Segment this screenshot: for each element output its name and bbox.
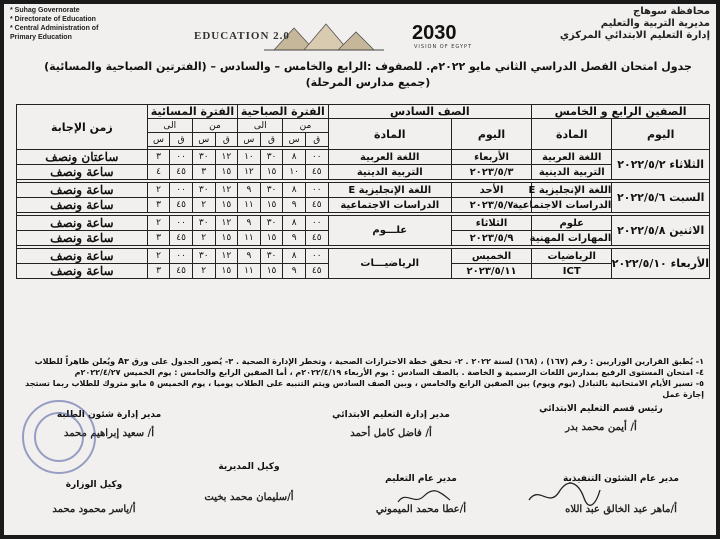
answer-time: ساعة ونصف <box>17 165 148 180</box>
g6-subject: علـــوم <box>328 216 451 246</box>
header-to: الى <box>238 119 283 133</box>
exam-schedule-document <box>4 4 716 535</box>
morning-from-min: ٤٥ <box>305 165 328 180</box>
evening-to-min: ٤٥ <box>170 264 193 279</box>
signature-title: مدير عام التعليم <box>385 474 457 484</box>
morning-to-hour: ١١ <box>238 264 261 279</box>
evening-to-min: ٠٠ <box>170 183 193 198</box>
evening-to-hour: ٣ <box>147 264 170 279</box>
answer-time: ساعة ونصف <box>17 216 148 231</box>
header-min: ق <box>305 133 328 147</box>
header-min: ق <box>215 133 238 147</box>
signature-title: وكيل الوزارة <box>65 480 123 490</box>
header-right-block <box>530 6 710 42</box>
g6-subject: الدراسات الاجتماعية <box>328 198 451 213</box>
morning-from-min: ٤٥ <box>305 198 328 213</box>
evening-from-min: ١٥ <box>215 264 238 279</box>
evening-to-hour: ٣ <box>147 150 170 165</box>
header-min: ق <box>170 133 193 147</box>
morning-to-hour: ٩ <box>238 183 261 198</box>
header-left-line: * Central Administration of <box>10 25 99 32</box>
evening-to-min: ٠٠ <box>170 216 193 231</box>
morning-from-min: ٤٥ <box>305 264 328 279</box>
morning-to-min: ٣٠ <box>260 150 283 165</box>
notes-block <box>14 356 704 400</box>
morning-to-min: ١٥ <box>260 198 283 213</box>
morning-to-min: ١٥ <box>260 264 283 279</box>
g45-subject: ICT <box>532 264 612 279</box>
document-subtitle: (جميع مدارس المرحلة) <box>305 76 431 89</box>
evening-from-hour: ٣٠ <box>192 249 215 264</box>
header-grade-6: الصف السادس <box>328 105 532 119</box>
morning-to-hour: ١١ <box>238 231 261 246</box>
header-from: من <box>192 119 237 133</box>
g6-date: ٢٠٢٣/٥/٧ <box>451 198 531 213</box>
g6-subject: اللغة الإنجليزية E <box>328 183 451 198</box>
g45-day: الأربعاء ٢٠٢٢/٥/١٠ <box>612 249 710 279</box>
signature-title: مدير إدارة شئون الطلبة <box>56 410 162 420</box>
handwritten-signature <box>394 488 454 508</box>
evening-to-hour: ٣ <box>147 231 170 246</box>
morning-to-hour: ١٠ <box>238 150 261 165</box>
education-logo-text: EDUCATION 2.0 <box>194 30 290 42</box>
evening-from-min: ١٥ <box>215 165 238 180</box>
morning-to-hour: ١١ <box>238 198 261 213</box>
evening-to-min: ٤٥ <box>170 198 193 213</box>
morning-to-min: ٣٠ <box>260 216 283 231</box>
header-subject-g6: المادة <box>328 119 451 150</box>
g6-day: الأحد <box>451 183 531 198</box>
morning-to-min: ١٥ <box>260 231 283 246</box>
document-title: جدول امتحان الفصل الدراسي الثاني مايو ٢٠٢٢م. للصفوف :الرابع والخامس – والسادس – (الفترتين الصباحية والمسائية) <box>44 60 692 73</box>
header-left-line: * Directorate of Education <box>10 16 96 23</box>
header-hour: س <box>147 133 170 147</box>
morning-from-hour: ١٠ <box>283 165 306 180</box>
signature-title: وكيل المديرية <box>218 462 280 472</box>
morning-from-min: ٠٠ <box>305 183 328 198</box>
answer-time: ساعتان ونصف <box>17 150 148 165</box>
morning-to-hour: ٩ <box>238 249 261 264</box>
evening-to-hour: ٢ <box>147 216 170 231</box>
signature-2 <box>316 410 466 439</box>
header-left-line: * Suhag Governorate <box>10 7 80 14</box>
signature-name: أ/ياسر محمود محمد <box>52 504 136 515</box>
evening-to-hour: ٣ <box>147 198 170 213</box>
header-hour: س <box>192 133 215 147</box>
morning-from-min: ٠٠ <box>305 150 328 165</box>
morning-from-min: ٠٠ <box>305 249 328 264</box>
header-hour: س <box>238 133 261 147</box>
g6-date: ٢٠٢٣/٥/٣ <box>451 165 531 180</box>
morning-to-min: ٣٠ <box>260 183 283 198</box>
header-day: اليوم <box>612 119 710 150</box>
handwritten-signature <box>524 480 604 510</box>
signature-name: أ/ فاضل كامل أحمد <box>350 428 432 439</box>
evening-from-min: ١٢ <box>215 150 238 165</box>
signature-title: مدير عام الشئون التنفيذية <box>563 474 679 484</box>
signature-title: مدير إدارة التعليم الابتدائي <box>332 410 450 420</box>
evening-to-min: ٠٠ <box>170 249 193 264</box>
g6-subject: التربية الدينية <box>328 165 451 180</box>
evening-from-hour: ٢ <box>192 264 215 279</box>
g45-subject: اللغة العربية <box>532 150 612 165</box>
evening-from-min: ١٥ <box>215 231 238 246</box>
note-line: ١- يُطبق القرارين الوزاريين : رقم (١٦٧) ، (١٦٨) لسنة ٢٠٢٢ . ٢- تحقق خطة الاحترازات الصحية ، وتخطر الإدارة الصحية . ٣- يُصور الجدول على ورق A٣ ويُعلن ظاهراً للطلاب <box>34 357 704 366</box>
evening-from-hour: ٢ <box>192 198 215 213</box>
header-right-line: إدارة التعليم الابتدائي المركزي <box>559 30 710 41</box>
morning-from-hour: ٨ <box>283 150 306 165</box>
header-evening: الفترة المسائية <box>147 105 237 119</box>
morning-to-min: ١٥ <box>260 165 283 180</box>
signature-1 <box>526 404 676 433</box>
morning-from-hour: ٩ <box>283 198 306 213</box>
g45-subject: اللغة الإنجليزية E <box>528 184 612 196</box>
exam-table <box>16 104 710 279</box>
header-day-g6: اليوم <box>451 119 531 150</box>
evening-from-hour: ٣٠ <box>192 183 215 198</box>
evening-to-hour: ٢ <box>147 183 170 198</box>
header-grades-4-5: الصفين الرابع و الخامس <box>532 105 710 119</box>
g45-day: الثلاثاء ٢٠٢٢/٥/٢ <box>612 150 710 180</box>
header-min: ق <box>260 133 283 147</box>
note-line: ٤- امتحان المستوى الرفيع بمدارس اللغات الرسمية و الخاصة . بالصف السادس : يوم الأربعاء ٢٠٢٢/٤/١٩م ، أما الصفين الرابع والخامس : يوم الخميس ٢٠٢٢/٤/٢٧م <box>74 368 704 377</box>
g45-subject: علوم <box>532 216 612 231</box>
header-to: الى <box>147 119 192 133</box>
evening-from-min: ١٢ <box>215 249 238 264</box>
header-answer-time: زمن الإجابة <box>17 105 148 150</box>
answer-time: ساعة ونصف <box>17 249 148 264</box>
morning-to-hour: ٩ <box>238 216 261 231</box>
g6-subject: الرياضيـــات <box>328 249 451 279</box>
g6-day: الأربعاء <box>451 150 531 165</box>
signature-name: أ/ماهر عبد الخالق عبد اللاه <box>565 504 677 515</box>
g6-date: ٢٠٢٣/٥/٩ <box>451 231 531 246</box>
g6-day: الخميس <box>451 249 531 264</box>
morning-to-hour: ١٢ <box>238 165 261 180</box>
answer-time: ساعة ونصف <box>17 264 148 279</box>
g45-subject: المهارات المهنية <box>529 232 612 244</box>
evening-from-hour: ٢ <box>192 231 215 246</box>
evening-from-min: ١٢ <box>215 216 238 231</box>
g45-day: السبت ٢٠٢٢/٥/٦ <box>612 183 710 213</box>
morning-from-min: ٤٥ <box>305 231 328 246</box>
evening-to-min: ٤٥ <box>170 231 193 246</box>
g45-day: الاثنين ٢٠٢٢/٥/٨ <box>612 216 710 246</box>
evening-from-min: ١٥ <box>215 198 238 213</box>
g6-date: ٢٠٢٣/٥/١١ <box>451 264 531 279</box>
morning-from-min: ٠٠ <box>305 216 328 231</box>
morning-from-hour: ٨ <box>283 216 306 231</box>
g6-subject: اللغة العربية <box>328 150 451 165</box>
header-hour: س <box>283 133 306 147</box>
evening-to-hour: ٤ <box>147 165 170 180</box>
morning-from-hour: ٨ <box>283 249 306 264</box>
header-morning: الفترة الصباحية <box>238 105 328 119</box>
morning-from-hour: ٨ <box>283 183 306 198</box>
vision-text: VISION OF EGYPT <box>414 44 473 50</box>
header-subject: المادة <box>532 119 612 150</box>
evening-to-hour: ٢ <box>147 249 170 264</box>
g45-subject: الرياضيات <box>532 249 612 264</box>
header-left-block <box>10 6 98 42</box>
evening-from-hour: ٣٠ <box>192 150 215 165</box>
note-line: ٥- تسير الأيام الامتحانية بالتبادل (يوم ويوم) بين الصفين الرابع والخامس ، وبين الصف السادس ويتم التنبيه على الطلاب يوميا ، يوم الخميس ٥ مايو متروك للطلاب ربما تستجد إجازة عمل <box>25 379 704 399</box>
signature-name: أ/ أيمن محمد بدر <box>565 422 637 433</box>
answer-time: ساعة ونصف <box>17 231 148 246</box>
header-right-line: مديرية التربية والتعليم <box>600 18 710 29</box>
evening-from-hour: ٣ <box>192 165 215 180</box>
evening-from-hour: ٣٠ <box>192 216 215 231</box>
official-stamp-inner <box>34 412 84 462</box>
signature-title: رئيس قسم التعليم الابتدائي <box>539 404 663 414</box>
header-from: من <box>283 119 328 133</box>
morning-to-min: ٣٠ <box>260 249 283 264</box>
header-right-line: محافظة سوهاج <box>633 6 710 17</box>
signature-name: أ/عطا محمد الميموني <box>375 504 467 515</box>
answer-time: ساعة ونصف <box>17 198 148 213</box>
g6-day: الثلاثاء <box>451 216 531 231</box>
header-left-line: Primary Education <box>10 34 72 41</box>
morning-from-hour: ٩ <box>283 264 306 279</box>
signature-name: أ/ سعيد إبراهيم محمد <box>64 428 154 439</box>
evening-to-min: ٤٥ <box>170 165 193 180</box>
evening-from-min: ١٢ <box>215 183 238 198</box>
signature-7 <box>24 480 164 515</box>
g45-subject: الدراسات الاجتماعية <box>512 199 612 211</box>
evening-to-min: ٠٠ <box>170 150 193 165</box>
answer-time: ساعة ونصف <box>17 183 148 198</box>
g45-subject: التربية الدينية <box>532 165 612 180</box>
morning-from-hour: ٩ <box>283 231 306 246</box>
signature-6 <box>174 462 324 503</box>
vision-year: 2030 <box>412 22 457 44</box>
signature-name: أ/سليمان محمد بخيت <box>204 492 294 503</box>
